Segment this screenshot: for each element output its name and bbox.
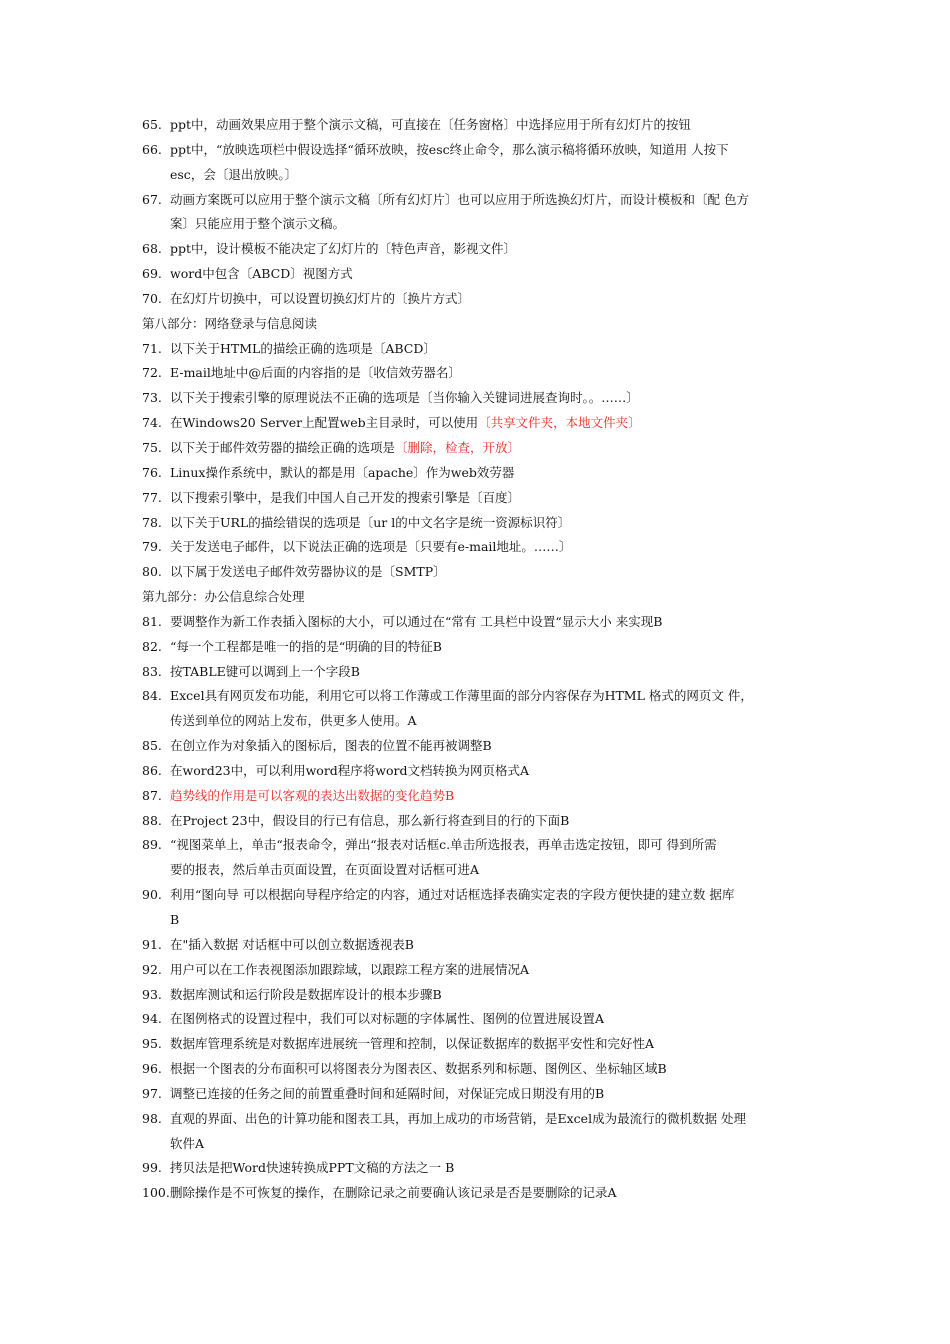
item-text: 根据一个图表的分布面积可以将图表分为图表区、数据系列和标题、图例区、坐标轴区域B [170, 1061, 667, 1077]
item-number: 80. [142, 564, 162, 580]
item-text: 用户可以在工作表视图添加跟踪域，以跟踪工程方案的进展情况A [170, 961, 530, 977]
item-number: 83. [142, 663, 162, 679]
document-body [142, 113, 818, 1206]
item-number: 98. [142, 1110, 162, 1126]
list-item [142, 933, 818, 958]
list-item [142, 809, 818, 834]
highlighted-answer: 〔删除，检查，开放〕 [395, 439, 521, 455]
item-number: 82. [142, 638, 162, 654]
list-item [142, 983, 818, 1008]
item-text: 以下关于邮件效劳器的描绘正确的选项是 [170, 439, 396, 455]
item-text: 在word23中，可以利用word程序将word文档转换为网页格式A [170, 762, 530, 778]
item-text: 在Project 23中，假设目的行已有信息，那么新行将查到目的行的下面B [170, 812, 570, 828]
list-item [142, 610, 818, 635]
list-item [142, 684, 818, 709]
list-item [142, 461, 818, 486]
list-item [142, 535, 818, 560]
section-heading [142, 312, 818, 337]
item-text: 以下搜索引擎中，是我们中国人自己开发的搜索引擎是〔百度〕 [170, 489, 521, 505]
item-text: 案〕只能应用于整个演示文稿。 [170, 216, 346, 232]
item-number: 75. [142, 439, 162, 455]
item-text: 以下关于URL的描绘错误的选项是〔ur l的中文名字是统一资源标识符〕 [170, 514, 571, 530]
item-text: B [170, 912, 180, 927]
item-number: 73. [142, 390, 162, 406]
item-number: 91. [142, 936, 162, 952]
item-number: 86. [142, 762, 162, 778]
item-number: 81. [142, 613, 162, 629]
list-item [142, 386, 818, 411]
item-number: 93. [142, 986, 162, 1002]
item-number: 84. [142, 688, 162, 704]
list-item [142, 436, 818, 461]
item-text: “视图菜单上，单击“报表命令，弹出“报表对话框c.单击所选报表，再单击选定按钮，即可 得到所需 [170, 837, 717, 853]
item-number: 100. [142, 1185, 170, 1201]
item-text: E-mail地址中@后面的内容指的是〔收信效劳器名〕 [170, 365, 461, 381]
item-number: 90. [142, 887, 162, 903]
item-text: 在创立作为对象插入的图标后，图表的位置不能再被调整B [170, 738, 492, 754]
item-text: 直观的界面、出色的计算功能和图表工具，再加上成功的市场营销，是Excel成为最流行的微机数据 处理 [170, 1110, 747, 1126]
item-text: “每一个工程都是唯一的指的是“明确的目的特征B [170, 638, 442, 654]
item-text: 在Windows20 Server上配置web主目录时，可以使用 [170, 415, 479, 431]
item-text: 要的报表，然后单击页面设置，在页面设置对话框可进A [170, 862, 480, 878]
item-number: 72. [142, 365, 162, 381]
item-number: 85. [142, 738, 162, 754]
item-text: 调整已连接的任务之间的前置重叠时间和延隔时间，对保证完成日期没有用的B [170, 1085, 605, 1101]
item-text: 数据库管理系统是对数据库进展统一管理和控制，以保证数据库的数据平安性和完好性A [170, 1036, 655, 1052]
item-text: 在图例格式的设置过程中，我们可以对标题的字体属性、图例的位置进展设置A [170, 1011, 605, 1027]
list-item [142, 113, 818, 138]
item-text: ppt中，“放映选项栏中假设选择“循环放映，按esc终止命令，那么演示稿将循环放映，知道用 人按下 [170, 141, 729, 157]
item-number: 74. [142, 415, 162, 431]
item-text: 删除操作是不可恢复的操作，在删除记录之前要确认该记录是否是要删除的记录A [170, 1185, 617, 1201]
highlighted-answer: 趋势线的作用是可以客观的表达出数据的变化趋势B [170, 787, 455, 803]
section-heading [142, 585, 818, 610]
item-number: 67. [142, 191, 162, 207]
list-item [142, 1107, 818, 1132]
item-text: 按TABLE键可以调到上一个字段B [170, 663, 360, 679]
item-number: 76. [142, 464, 162, 480]
list-item [142, 138, 818, 163]
list-item [142, 511, 818, 536]
item-number: 71. [142, 340, 162, 356]
list-item [142, 759, 818, 784]
item-text: word中包含〔ABCD〕视图方式 [170, 266, 353, 282]
list-item [142, 237, 818, 262]
item-text: ppt中，设计模板不能决定了幻灯片的〔特色声音，影视文件〕 [170, 241, 517, 257]
list-item [142, 188, 818, 213]
item-text: 动画方案既可以应用于整个演示文稿〔所有幻灯片〕也可以应用于所选换幻灯片，而设计模板和〔配 色方 [170, 191, 749, 207]
item-text: 在幻灯片切换中，可以设置切换幻灯片的〔换片方式〕 [170, 290, 471, 306]
list-item [142, 784, 818, 809]
item-text: ppt中，动画效果应用于整个演示文稿，可直接在〔任务窗格〕中选择应用于所有幻灯片的按钮 [170, 117, 692, 132]
item-text: Excel具有网页发布功能，利用它可以将工作薄或工作薄里面的部分内容保存为HTML 格式的网页文 件， [170, 688, 753, 704]
list-item [142, 1057, 818, 1082]
item-number: 96. [142, 1061, 162, 1077]
item-number: 65. [142, 117, 162, 132]
item-text: 拷贝法是把Word快速转换成PPT文稿的方法之一 B [170, 1160, 455, 1176]
item-text: 利用“图向导 可以根据向导程序给定的内容，通过对话框选择表确实定表的字段方便快捷的建立数 据库 [170, 887, 735, 903]
item-number: 95. [142, 1036, 162, 1052]
item-text: 以下属于发送电子邮件效劳器协议的是〔SMTP〕 [170, 564, 446, 580]
list-item-continuation [142, 709, 818, 734]
item-number: 99. [142, 1160, 162, 1176]
item-text: 数据库测试和运行阶段是数据库设计的根本步骤B [170, 986, 442, 1002]
item-number: 87. [142, 787, 162, 803]
list-item-continuation [142, 908, 818, 933]
list-item [142, 734, 818, 759]
list-item [142, 486, 818, 511]
list-item [142, 411, 818, 436]
list-item [142, 958, 818, 983]
list-item [142, 1032, 818, 1057]
item-number: 70. [142, 290, 162, 306]
list-item [142, 1082, 818, 1107]
item-text: 传送到单位的网站上发布，供更多人使用。A [170, 713, 417, 729]
item-number: 77. [142, 489, 162, 505]
item-text: Linux操作系统中，默认的都是用〔apache〕作为web效劳器 [170, 464, 515, 480]
list-item-continuation [142, 858, 818, 883]
list-item [142, 883, 818, 908]
item-text: 以下关于搜索引擎的原理说法不正确的选项是〔当你输入关键词进展查询时。。……〕 [170, 390, 639, 406]
list-item [142, 560, 818, 585]
item-number: 92. [142, 961, 162, 977]
list-item [142, 1156, 818, 1181]
item-text: 以下关于HTML的描绘正确的选项是〔ABCD〕 [170, 340, 436, 356]
highlighted-answer: 〔共享文件夹，本地文件夹〕 [478, 415, 641, 431]
list-item [142, 262, 818, 287]
list-item [142, 287, 818, 312]
list-item-continuation [142, 212, 818, 237]
item-number: 68. [142, 241, 162, 257]
list-item-continuation [142, 163, 818, 188]
item-number: 97. [142, 1085, 162, 1101]
list-item [142, 1181, 818, 1206]
item-text: 在"插入数据 对话框中可以创立数据透视表B [170, 936, 414, 952]
item-number: 66. [142, 141, 162, 157]
list-item [142, 361, 818, 386]
item-number: 89. [142, 837, 162, 853]
list-item [142, 337, 818, 362]
item-text: 要调整作为新工作表插入图标的大小，可以通过在“常有 工具栏中设置“显示大小 来实现B [170, 613, 663, 629]
item-number: 88. [142, 812, 162, 828]
item-text: 第八部分：网络登录与信息阅读 [142, 315, 318, 331]
item-text: esc，会〔退出放映。〕 [170, 166, 298, 182]
item-number: 69. [142, 266, 162, 282]
list-item [142, 1007, 818, 1032]
list-item [142, 833, 818, 858]
list-item [142, 660, 818, 685]
item-number: 79. [142, 539, 162, 555]
list-item [142, 635, 818, 660]
item-number: 94. [142, 1011, 162, 1027]
item-text: 第九部分：办公信息综合处理 [142, 589, 305, 605]
item-text: 软件A [170, 1135, 205, 1151]
item-text: 关于发送电子邮件，以下说法正确的选项是〔只要有e-mail地址。……〕 [170, 539, 572, 555]
item-number: 78. [142, 514, 162, 530]
list-item-continuation [142, 1132, 818, 1157]
